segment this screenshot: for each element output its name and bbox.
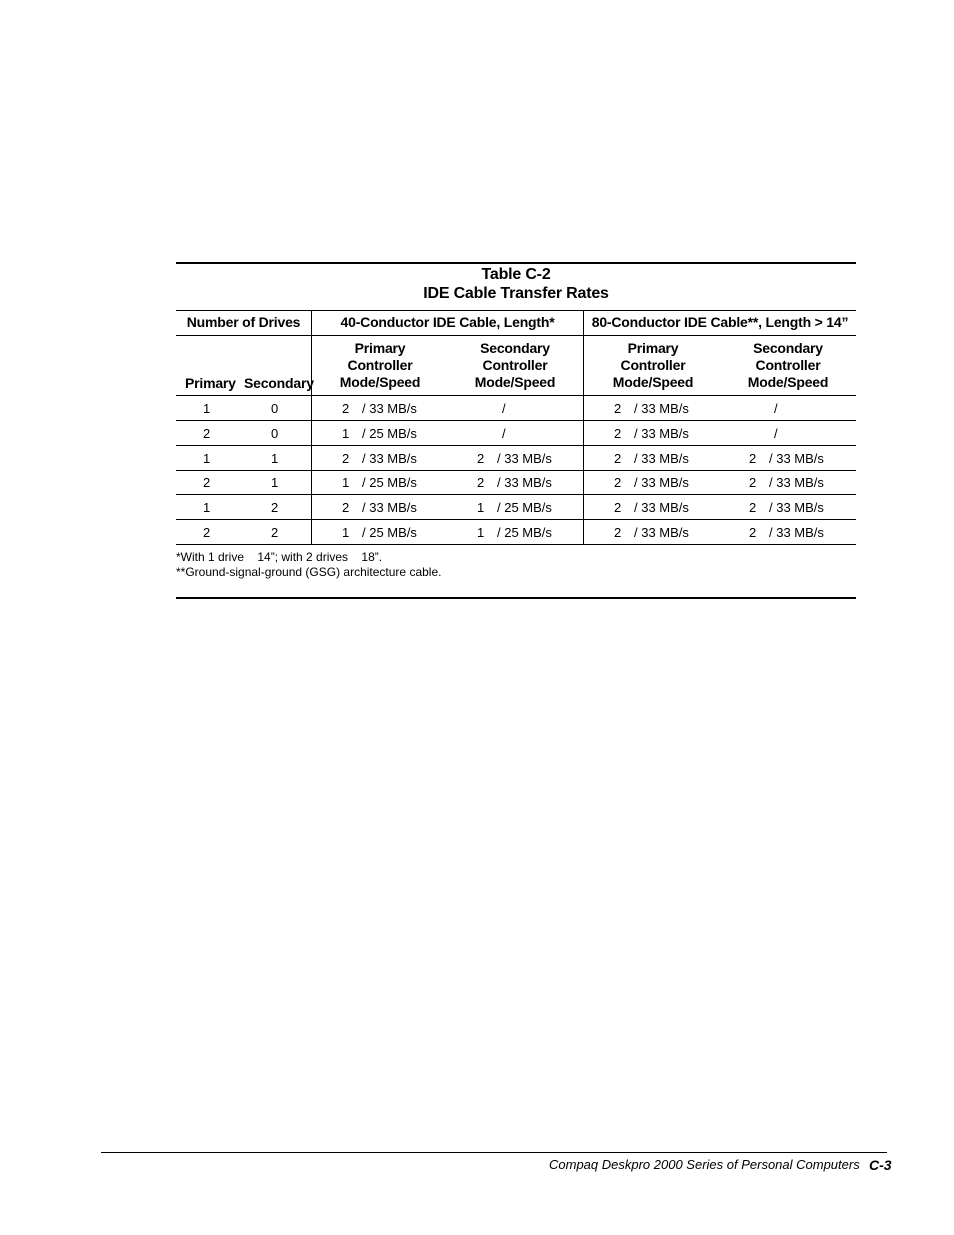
table-number: Table C-2 xyxy=(481,266,551,283)
table-caption xyxy=(176,265,856,303)
row-rule xyxy=(176,420,856,421)
row-rule xyxy=(176,470,856,471)
footer-rule xyxy=(101,1152,887,1153)
column-divider xyxy=(583,310,584,545)
row-rule xyxy=(176,494,856,495)
table-bottom-rule xyxy=(176,544,856,545)
header-40-conductor: 40-Conductor IDE Cable, Length* xyxy=(340,314,555,330)
header-secondary: Secondary xyxy=(244,375,314,391)
row-rule xyxy=(176,445,856,446)
footer-book-title: Compaq Deskpro 2000 Series of Personal Computers xyxy=(549,1157,860,1172)
header-80-conductor: 80-Conductor IDE Cable**, Length > 14” xyxy=(591,314,849,330)
page-number: C-3 xyxy=(869,1157,892,1173)
header-number-of-drives: Number of Drives xyxy=(186,314,301,330)
header-80-secondary-controller: Secondary Controller Mode/Speed xyxy=(747,340,829,390)
column-divider xyxy=(311,310,312,545)
header-40-secondary-controller: Secondary Controller Mode/Speed xyxy=(474,340,556,390)
header-rule xyxy=(176,310,856,311)
table-top-rule xyxy=(176,262,856,264)
footnote-gsg-cable: **Ground-signal-ground (GSG) architecture cable. xyxy=(176,565,442,579)
header-80-primary-controller: Primary Controller Mode/Speed xyxy=(612,340,694,390)
data-start-rule xyxy=(176,395,856,396)
subheader-rule xyxy=(176,335,856,336)
header-primary: Primary xyxy=(185,375,236,391)
row-rule xyxy=(176,519,856,520)
footnote-cable-length: *With 1 drive 14”; with 2 drives 18”. xyxy=(176,550,383,564)
header-40-primary-controller: Primary Controller Mode/Speed xyxy=(339,340,421,390)
footnote-bottom-rule xyxy=(176,597,856,599)
table-title: IDE Cable Transfer Rates xyxy=(423,285,609,302)
